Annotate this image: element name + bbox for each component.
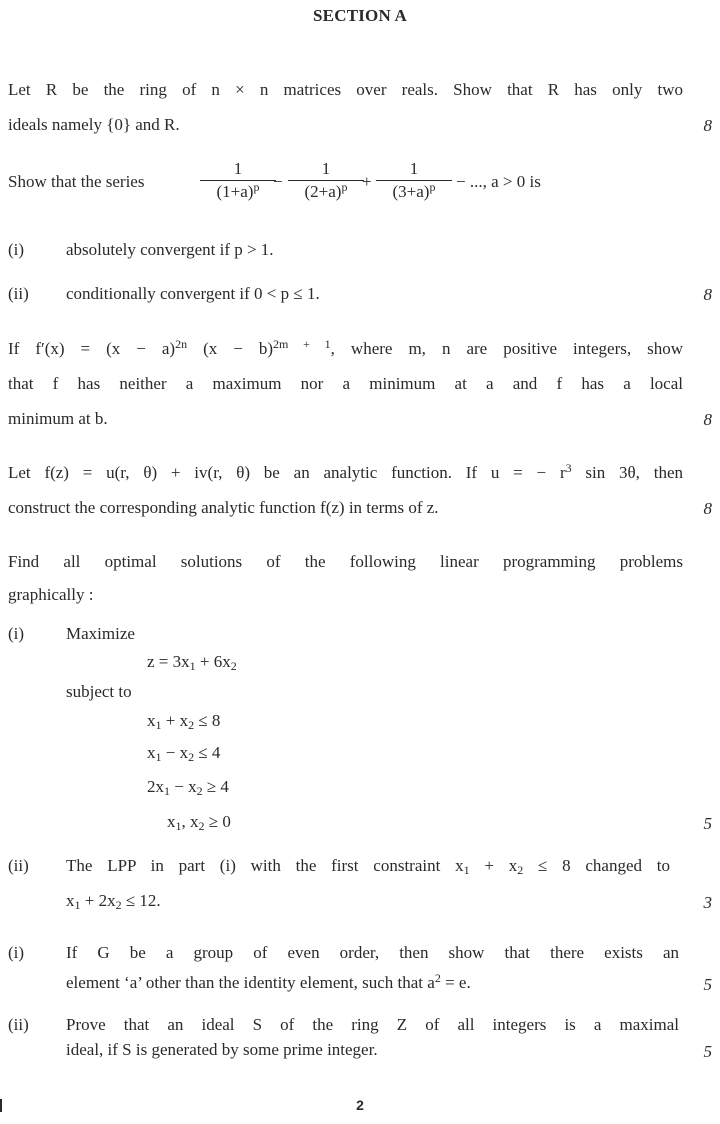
q5-subject-to: subject to: [66, 682, 132, 701]
q5-maximize: Maximize: [66, 624, 135, 643]
q1-line2: ideals namely {0} and R.: [8, 115, 180, 134]
page-number: 2: [356, 1097, 364, 1113]
q5-part-i-label: (i): [8, 624, 25, 643]
q5-part-ii-marks: 3: [703, 893, 712, 912]
q5-part-ii-line1: The LPP in part (i) with the first constraint $x_1 + x_2 \le 8$ changed to: [66, 856, 670, 877]
q6-part-i-line2: element ‘a’ other than the identity element, such that $a^2 = e$.: [66, 971, 471, 992]
q2-fraction-2: 1 $(2+a)^p$: [286, 158, 366, 203]
q5-constraint-3: $2x_1 - x_2 \ge 4$: [147, 777, 229, 798]
section-title: SECTION A: [313, 6, 407, 25]
q6-part-ii-line2: ideal, if S is generated by some prime integer.: [66, 1040, 378, 1059]
q2-fraction-3: 1 $(3+a)^p$: [374, 158, 454, 203]
q5-line2: graphically :: [8, 585, 94, 604]
q1-marks: 8: [703, 116, 712, 135]
q2-suffix: − ..., a > 0 is: [456, 172, 541, 191]
q2-plus-sign: +: [362, 172, 372, 191]
q6-part-i-marks: 5: [703, 975, 712, 994]
q5-objective: $z = 3x_1 + 6x_2$: [147, 652, 237, 673]
q4-line1: Let f(z) = u(r, θ) + iv(r, θ) be an analytic function. If u = − $r^3$ sin 3θ, then: [8, 461, 683, 482]
q5-line1: Find all optimal solutions of the following linear programming problems: [8, 552, 683, 571]
q2-marks: 8: [703, 285, 712, 304]
q5-part-ii-label: (ii): [8, 856, 29, 875]
q3-line2: that f has neither a maximum nor a minimum at a and f has a local: [8, 374, 683, 393]
q5-part-ii-line2: $x_1 + 2x_2 \le 12$.: [66, 891, 161, 912]
q5-constraint-4: $x_1$, $x_2 \ge 0$: [167, 812, 231, 833]
q3-line3: minimum at b.: [8, 409, 108, 428]
q2-part-i-text: absolutely convergent if p > 1.: [66, 240, 274, 259]
q3-marks: 8: [703, 410, 712, 429]
q2-prefix: Show that the series: [8, 172, 145, 191]
q6-part-ii-marks: 5: [703, 1042, 712, 1061]
q6-part-ii-label: (ii): [8, 1015, 29, 1034]
q4-marks: 8: [703, 499, 712, 518]
q2-minus-sign: −: [273, 172, 283, 191]
q1-line1: Let R be the ring of n × n matrices over reals. Show that R has only two: [8, 80, 683, 99]
q6-part-i-line1: If G be a group of even order, then show that there exists an: [66, 943, 679, 962]
q2-part-i-label: (i): [8, 240, 25, 259]
q2-part-ii-text: conditionally convergent if 0 < p ≤ 1.: [66, 284, 320, 303]
q5-constraint-2: $x_1 - x_2 \le 4$: [147, 743, 221, 764]
q3-line1: If $f'(x) = (x - a)^{2n}$ $(x - b)^{2m + 1}$, where m, n are positive integers, show: [8, 337, 684, 358]
q5-constraint-1: $x_1 + x_2 \le 8$: [147, 711, 221, 732]
q6-part-ii-line1: Prove that an ideal S of the ring Z of all integers is a maximal: [66, 1015, 679, 1034]
q2-part-ii-label: (ii): [8, 284, 29, 303]
q4-line2: construct the corresponding analytic function f(z) in terms of z.: [8, 498, 439, 517]
q5-part-i-marks: 5: [703, 814, 712, 833]
q2-fraction-1: 1 $(1+a)^p$: [198, 158, 278, 203]
q6-part-i-label: (i): [8, 943, 25, 962]
